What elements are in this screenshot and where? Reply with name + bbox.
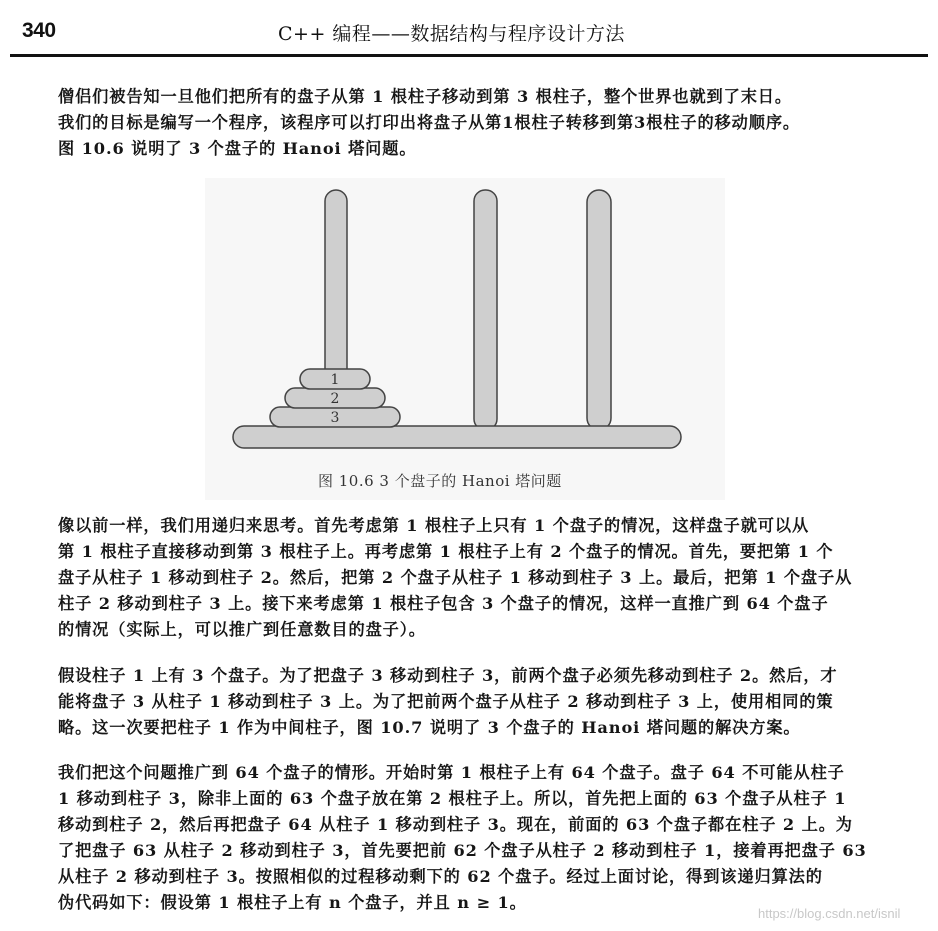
text-line: 移动到柱子 2，然后再把盘子 64 从柱子 1 移动到柱子 3。现在，前面的 63 个盘子都在柱子 2 上。为 <box>58 815 853 834</box>
text-line: 1 移动到柱子 3，除非上面的 63 个盘子放在第 2 根柱子上。所以，首先把上面的 63 个盘子从柱子 1 <box>58 789 847 808</box>
text-line: 我们把这个问题推广到 64 个盘子的情形。开始时第 1 根柱子上有 64 个盘子。盘子 64 不可能从柱子 <box>58 763 845 782</box>
text-line: 能将盘子 3 从柱子 1 移动到柱子 3 上。为了把前两个盘子从柱子 2 移动到柱子 3 上，使用相同的策 <box>58 692 834 711</box>
figure-caption: 图 10.6 3 个盘子的 Hanoi 塔问题 <box>318 472 562 490</box>
intro-paragraph <box>58 84 903 162</box>
disc-3-label: 3 <box>330 410 340 426</box>
disc-1-label: 1 <box>330 372 340 388</box>
text-line: 像以前一样，我们用递归来思考。首先考虑第 1 根柱子上只有 1 个盘子的情况，这样盘子就可以从 <box>58 516 810 535</box>
page-header <box>0 0 938 60</box>
text-line: 柱子 2 移动到柱子 3 上。接下来考虑第 1 根柱子包含 3 个盘子的情况，这样一直推广到 64 个盘子 <box>58 594 829 613</box>
paragraph-3 <box>58 663 903 741</box>
peg-1 <box>325 190 347 390</box>
peg-3 <box>587 190 611 430</box>
text-line: 了把盘子 63 从柱子 2 移动到柱子 3，首先要把前 62 个盘子从柱子 2 移动到柱子 1，接着再把盘子 63 <box>58 841 867 860</box>
page-number: 340 <box>22 19 56 42</box>
text-line: 僧侣们被告知一旦他们把所有的盘子从第 1 根柱子移动到第 3 根柱子，整个世界也就到了末日。 <box>58 87 792 106</box>
header-rule <box>10 54 928 57</box>
text-line: 盘子从柱子 1 移动到柱子 2。然后，把第 2 个盘子从柱子 1 移动到柱子 3 上。最后，把第 1 个盘子从 <box>58 568 853 587</box>
peg-2 <box>474 190 497 430</box>
paragraph-2 <box>58 513 903 643</box>
text-line: 第 1 根柱子直接移动到第 3 根柱子上。再考虑第 1 根柱子上有 2 个盘子的情况。首先，要把第 1 个 <box>58 542 834 561</box>
text-line: 从柱子 2 移动到柱子 3。按照相似的过程移动剩下的 62 个盘子。经过上面讨论，得到该递归算法的 <box>58 867 823 886</box>
text-line: 假设柱子 1 上有 3 个盘子。为了把盘子 3 移动到柱子 3，前两个盘子必须先移动到柱子 2。然后，才 <box>58 666 838 685</box>
hanoi-figure <box>205 178 725 500</box>
hanoi-tower-illustration <box>205 178 725 500</box>
running-title: C++ 编程——数据结构与程序设计方法 <box>278 23 625 45</box>
watermark: https://blog.csdn.net/isnil <box>758 906 901 921</box>
disc-2-label: 2 <box>330 391 340 407</box>
text-line: 略。这一次要把柱子 1 作为中间柱子，图 10.7 说明了 3 个盘子的 Hanoi 塔问题的解决方案。 <box>58 718 801 737</box>
text-line: 的情况（实际上，可以推广到任意数目的盘子）。 <box>58 620 426 639</box>
base-board <box>233 426 681 448</box>
text-line: 图 10.6 说明了 3 个盘子的 Hanoi 塔问题。 <box>58 139 417 158</box>
text-line: 伪代码如下：假设第 1 根柱子上有 n 个盘子，并且 n ≥ 1。 <box>58 893 527 912</box>
text-line: 我们的目标是编写一个程序，该程序可以打印出将盘子从第1根柱子转移到第3根柱子的移动顺序。 <box>58 113 800 132</box>
paragraph-4 <box>58 760 903 916</box>
